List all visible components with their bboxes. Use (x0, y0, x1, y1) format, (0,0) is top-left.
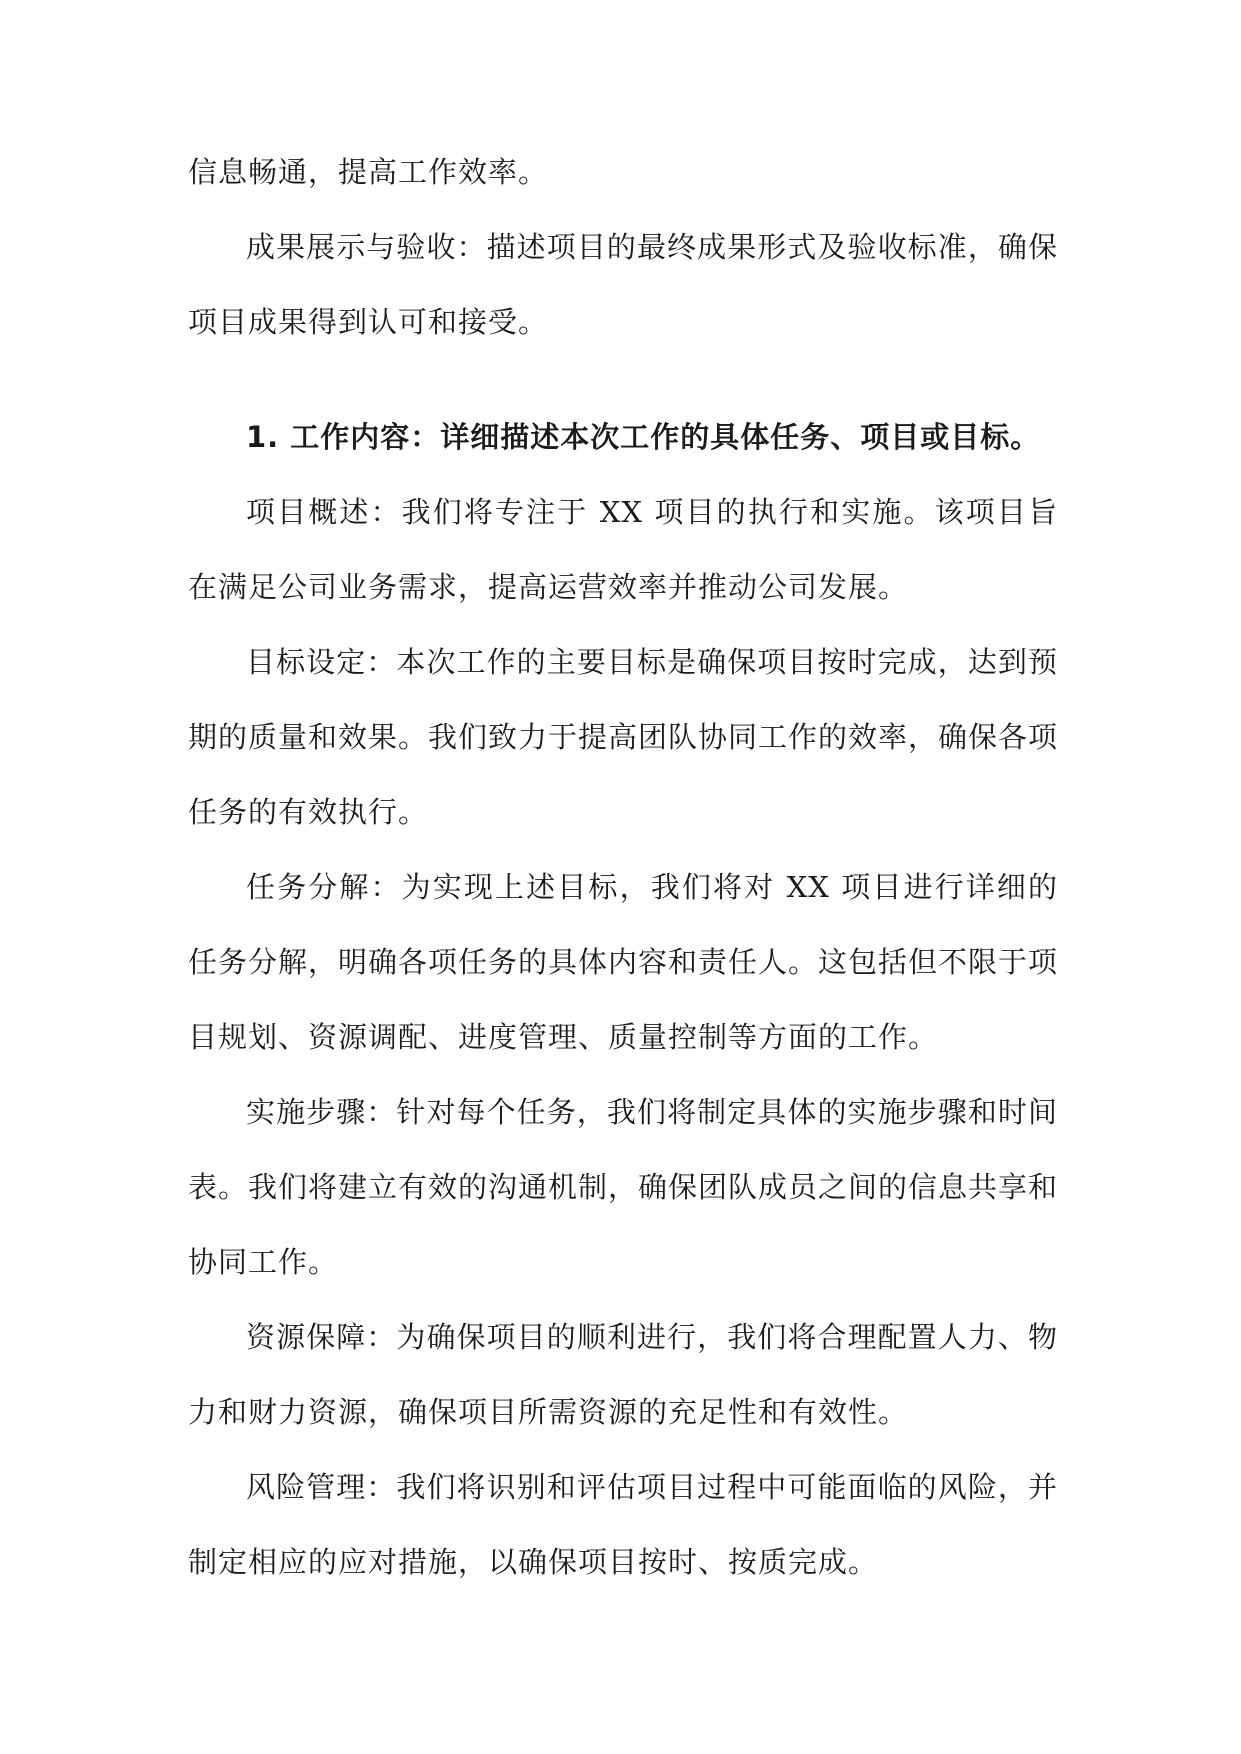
paragraph-goal-setting: 目标设定：本次工作的主要目标是确保项目按时完成，达到预期的质量和效果。我们致力于提高团队协同工作的效率，确保各项任务的有效执行。 (188, 645, 1059, 829)
paragraph-resource-assurance: 资源保障：为确保项目的顺利进行，我们将合理配置人力、物力和财力资源，确保项目所需资源的充足性和有效性。 (188, 1320, 1058, 1429)
document-body (188, 135, 1058, 1600)
paragraph-continuation: 信息畅通，提高工作效率。 (188, 155, 549, 189)
paragraph-project-overview: 项目概述：我们将专注于 XX 项目的执行和实施。该项目旨在满足公司业务需求，提高运营效率并推动公司发展。 (188, 495, 1058, 604)
paragraph-task-breakdown: 任务分解：为实现上述目标，我们将对 XX 项目进行详细的任务分解，明确各项任务的具体内容和责任人。这包括但不限于项目规划、资源调配、进度管理、质量控制等方面的工作。 (188, 870, 1059, 1054)
paragraph-implementation-steps: 实施步骤：针对每个任务，我们将制定具体的实施步骤和时间表。我们将建立有效的沟通机制，确保团队成员之间的信息共享和协同工作。 (188, 1095, 1059, 1279)
paragraph-risk-management: 风险管理：我们将识别和评估项目过程中可能面临的风险，并制定相应的应对措施，以确保项目按时、按质完成。 (188, 1470, 1058, 1579)
paragraph-results-acceptance: 成果展示与验收：描述项目的最终成果形式及验收标准，确保项目成果得到认可和接受。 (188, 230, 1058, 339)
section-heading-work-content: 1. 工作内容：详细描述本次工作的具体任务、项目或目标。 (246, 420, 1041, 454)
